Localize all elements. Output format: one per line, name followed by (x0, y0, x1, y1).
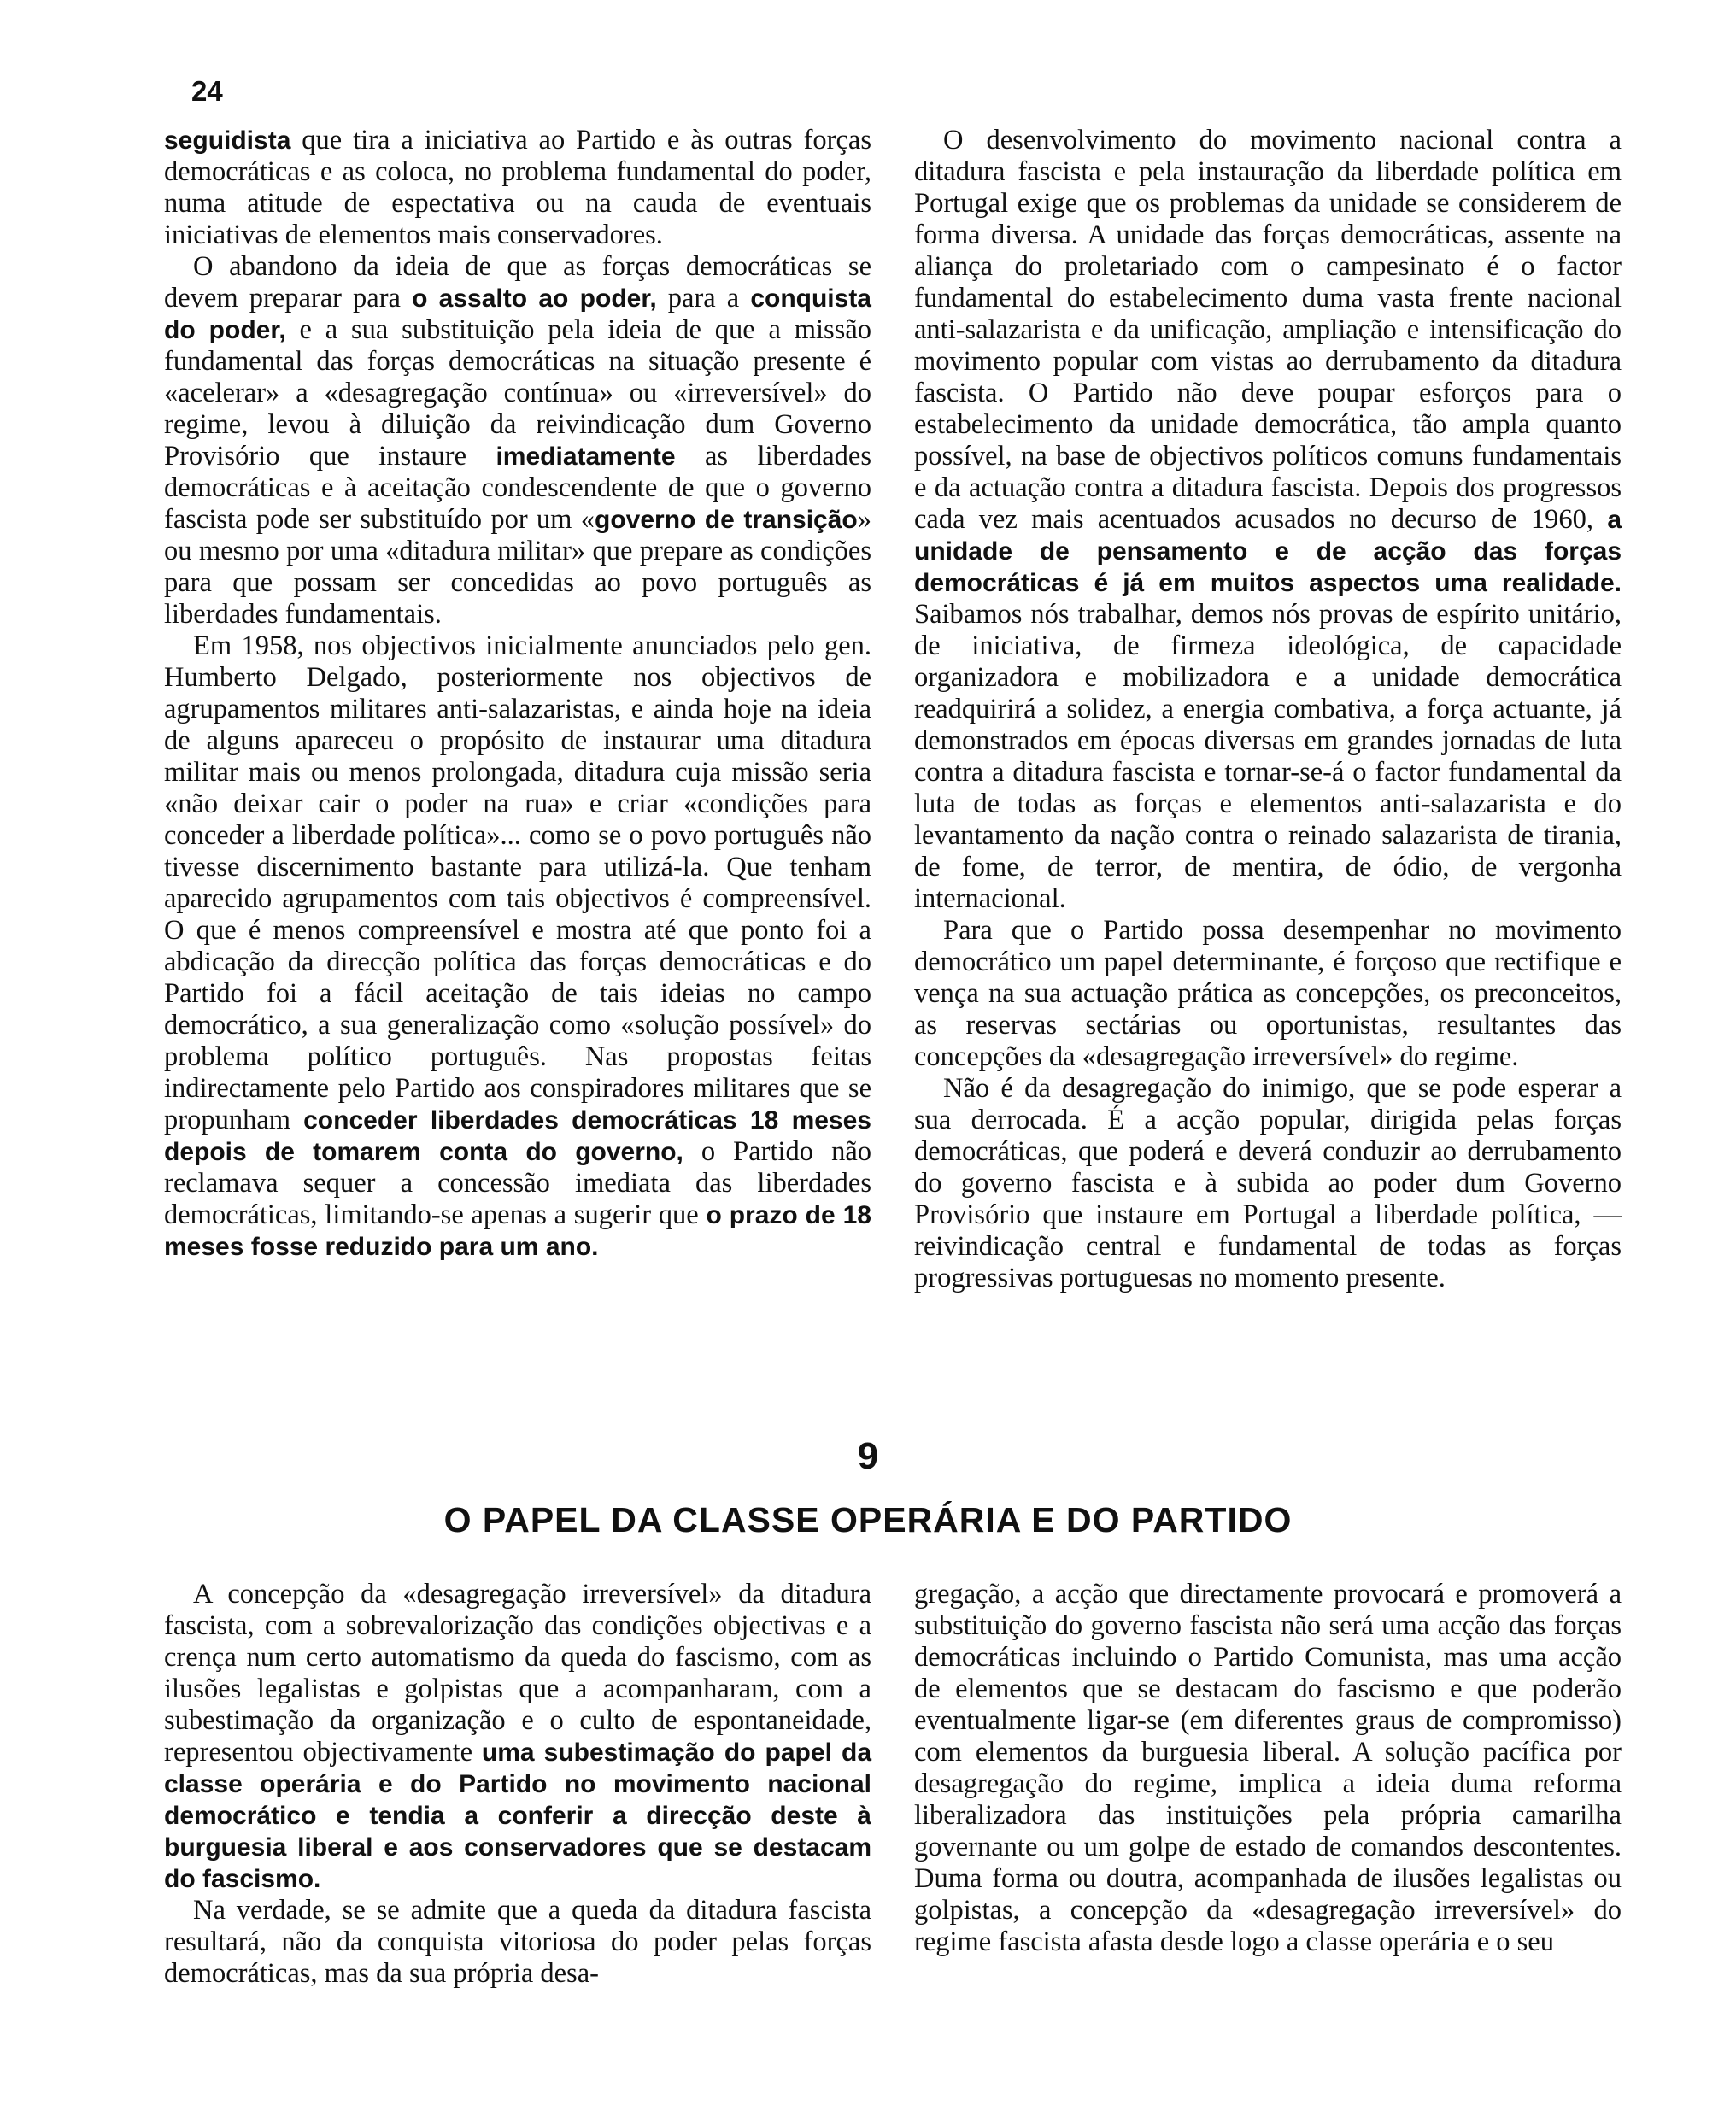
text-run: que tira a iniciativa ao Partido e às outras forças democráticas e as coloca, no problema fundamental do poder, numa atitude de espectativa ou na cauda de eventuais iniciativas de elementos mais conservadores. (164, 125, 871, 250)
text-run: Saibamos nós trabalhar, demos nós provas de espírito unitário, de iniciativa, de firmeza ideológica, de capacidade organizadora e mobilizadora e a unidade democrática readquirirá a solidez, a energia combativa, a força actuante, já demonstrados em épocas diversas em grandes jornadas de luta contra a ditadura fascista e tornar-se-á o factor fundamental da luta de todas as forças e elementos anti-salazarista e do levantamento da nação contra o reinado salazarista de tirania, de fome, de terror, de mentira, de ódio, de vergonha internacional. (914, 599, 1622, 914)
paragraph (164, 251, 871, 630)
top-left-column (164, 125, 871, 1263)
text-run-bold: uma subestimação do papel da classe operária e do Partido no movimento nacional democrático e tendia a conferir a direcção deste à burguesia liberal e aos conservadores que se destacam do fascismo. (164, 1739, 871, 1893)
text-run: gregação, a acção que directamente provocará e promoverá a substituição do governo fascista não será uma acção das forças democráticas incluindo o Partido Comunista, mas uma acção de elementos que se destacam do fascismo e que poderão eventualmente ligar-se (em diferentes graus de compromisso) com elementos da burguesia liberal. A solução pacífica por desagregação do regime, implica a ideia duma reforma liberalizadora das instituições pela própria camarilha governante ou um golpe de estado de comandos descontentes. Duma forma ou doutra, acompanhada de ilusões legalistas ou golpistas, a concepção da «desagregação irreversível» do regime fascista afasta desde logo a classe operária e o seu (914, 1579, 1622, 1957)
text-run: O abandono da ideia de que as forças democráticas se devem preparar para (164, 251, 871, 314)
paragraph (914, 1073, 1622, 1294)
paragraph (164, 1895, 871, 1990)
bottom-right-column (914, 1579, 1622, 1958)
text-run-bold: conceder liberdades democráticas 18 meses depois de tomarem conta do governo, (164, 1106, 871, 1166)
text-run: Em 1958, nos objectivos inicialmente anunciados pelo gen. Humberto Delgado, posteriormente nos objectivos de agrupamentos militares anti-salazaristas, e ainda hoje na ideia de alguns apareceu o propósito de instaurar uma ditadura militar mais ou menos prolongada, ditadura cuja missão seria «não deixar cair o poder na rua» e criar «condições para conceder a liberdade política»... como se o povo português não tivesse discernimento bastante para utilizá-la. Que tenham aparecido agrupamentos com tais objectivos é compreensível. O que é menos compreensível e mostra até que ponto foi a abdicação da direcção política das forças democráticas e do Partido foi a fácil aceitação de tais ideias no campo democrático, a sua generalização como «solução possível» do problema político português. Nas propostas feitas indirectamente pelo Partido aos conspiradores militares que se propunham (164, 630, 871, 1135)
paragraph (914, 915, 1622, 1073)
text-run: Não é da desagregação do inimigo, que se pode esperar a sua derrocada. É a acção popular, dirigida pelas forças democráticas, que poderá e deverá conduzir ao derrubamento do governo fascista e à subida ao poder dum Governo Provisório que instaure em Portugal a liberdade política, — reivindicação central e fundamental de todas as forças progressivas portuguesas no momento presente. (914, 1073, 1622, 1293)
page-number: 24 (191, 75, 223, 107)
section-title: O PAPEL DA CLASSE OPERÁRIA E DO PARTIDO (443, 1500, 1293, 1539)
text-run-bold: a unidade de pensamento e de acção das forças democráticas é já em muitos aspectos uma realidade. (914, 506, 1622, 597)
text-run: Na verdade, se se admite que a queda da ditadura fascista resultará, não da conquista vitoriosa do poder pelas forças democráticas, mas da sua própria desa- (164, 1895, 871, 1989)
paragraph (164, 1579, 871, 1895)
text-run: A concepção da «desagregação irreversível» da ditadura fascista, com a sobrevalorização das condições objectivas e a crença num certo automatismo da queda do fascismo, com as ilusões legalistas e golpistas que a acompanharam, com a subestimação da organização e o culto de espontaneidade, representou objectivamente (164, 1579, 871, 1768)
text-run-bold: seguidista (164, 126, 291, 155)
section-number: 9 (857, 1435, 879, 1477)
paragraph (914, 1579, 1622, 1958)
text-run-bold: o prazo de 18 meses fosse reduzido para um ano. (164, 1201, 871, 1261)
text-run: O desenvolvimento do movimento nacional contra a ditadura fascista e pela instauração da liberdade política em Portugal exige que os problemas da unidade se considerem de forma diversa. A unidade das forças democráticas, assente na aliança do proletariado com o campesinato é o factor fundamental do estabelecimento duma vasta frente nacional anti-salazarista e da unificação, ampliação e intensificação do movimento popular com vistas ao derrubamento da ditadura fascista. O Partido não deve poupar esforços para o estabelecimento da unidade democrática, tão ampla quanto possível, na base de objectivos políticos comuns fundamentais e da actuação contra a ditadura fascista. Depois dos progressos cada vez mais acentuados acusados no decurso de 1960, (914, 125, 1622, 535)
text-run-bold: imediatamente (496, 443, 676, 471)
text-run-bold: o assalto ao poder, (412, 284, 657, 313)
text-run: » ou mesmo por uma «ditadura militar» que prepare as condições para que possam ser concedidas ao povo português as liberdades fundamentais. (164, 504, 871, 630)
text-run: para a (656, 283, 751, 314)
paragraph (164, 630, 871, 1263)
paragraph (914, 125, 1622, 915)
bottom-left-column (164, 1579, 871, 1990)
paragraph (164, 125, 871, 251)
text-run-bold: governo de transição (595, 506, 858, 534)
text-run: e a sua substituição pela ideia de que a missão fundamental das forças democráticas na situação presente é «acelerar» a «desagregação contínua» ou «irreversível» do regime, levou à diluição da reivindicação dum Governo Provisório que instaure (164, 314, 872, 472)
text-run-bold: conquista do poder, (164, 284, 871, 344)
top-right-column (914, 125, 1622, 1294)
text-run: o Partido não reclamava sequer a concessão imediata das liberdades democráticas, limitando-se apenas a sugerir que (164, 1136, 872, 1230)
text-run: as liberdades democráticas e à aceitação condescendente de que o governo fascista pode ser substituído por um « (164, 441, 871, 535)
text-run: Para que o Partido possa desempenhar no movimento democrático um papel determinante, é forçoso que rectifique e vença na sua actuação prática as concepções, os preconceitos, as reservas sectárias ou oportunistas, resultantes das concepções da «desagregação irreversível» do regime. (914, 915, 1622, 1072)
